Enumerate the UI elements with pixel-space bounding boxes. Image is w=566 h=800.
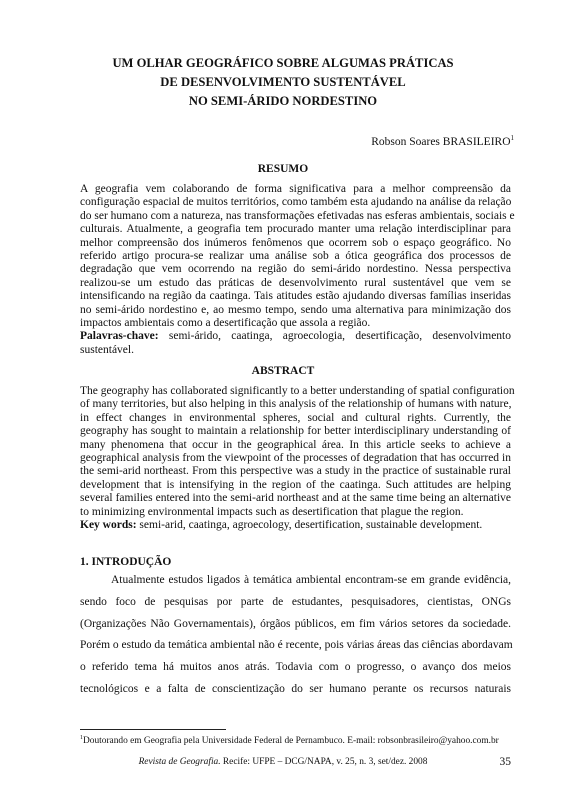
- resumo-line: referido artigo procura-se realizar uma análise sob a ótica geográfica dos processos de: [80, 250, 511, 263]
- resumo-heading: RESUMO: [257, 163, 309, 175]
- abstract-line: The geography has collaborated significantly to a better understanding of spatial configuration: [80, 385, 515, 397]
- resumo-line: A geografia vem colaborando de forma significativa para a melhor compreensão da: [80, 183, 511, 195]
- intro-line: tecnológicos e a falta de conscientização do ser humano perante os recursos naturais: [80, 682, 511, 695]
- resumo-keywords-cont: sustentável.: [80, 343, 134, 356]
- abstract-line: in effect changes in environmental spheres, social and cultural rights. Currently, the: [80, 411, 511, 424]
- resumo-line: culturais. Atualmente, a geografia tem procurado manter uma relação interdisciplinar para: [80, 223, 511, 236]
- page-number: 35: [499, 756, 511, 768]
- resumo-keywords: [80, 330, 511, 343]
- abstract-heading: ABSTRACT: [251, 365, 315, 377]
- title-line: NO SEMI-ÁRIDO NORDESTINO: [188, 94, 378, 108]
- author-line: [371, 134, 514, 148]
- abstract-line: geographical analysis from the viewpoint of the processes of degradation that has occurred in: [80, 452, 511, 465]
- intro-line: Atualmente estudos ligados à temática ambiental encontram-se em grande evidência,: [111, 574, 511, 586]
- intro-line: o referido tema há muitos anos atrás. Todavia com o progresso, o avanço dos meios: [80, 661, 511, 674]
- abstract-line: geography has sought to maintain a relationship for better interdisciplinary understanding of: [80, 425, 511, 438]
- author-footnote-mark: 1: [510, 134, 514, 142]
- footnote-divider: [80, 729, 226, 730]
- footnote: [80, 735, 499, 746]
- abstract-line: the semi-arid northeast. From this perspective was a study in the practice of sustainable rural: [80, 465, 511, 478]
- title-line: UM OLHAR GEOGRÁFICO SOBRE ALGUMAS PRÁTICAS: [112, 56, 454, 70]
- abstract-line: many phenomena that occur in the geographical área. In this article seeks to achieve a: [80, 438, 511, 451]
- resumo-line: configuração espacial de muitos territórios, como também esta ajudando na análise da relação: [80, 196, 512, 209]
- journal-name: Revista de Geografia.: [138, 757, 221, 767]
- keywords-label: Palavras-chave:: [80, 330, 159, 343]
- resumo-line: intensificando na região da caatinga. Tais atitudes estão ajudando diversas famílias inseridas: [80, 290, 511, 303]
- intro-line: sendo foco de pesquisas por parte de estudantes, pesquisadores, cientistas, ONGs: [80, 595, 511, 608]
- abstract-paragraph: [80, 385, 515, 532]
- intro-line: (Organizações Não Governamentais), órgãos públicos, em fim vários setores da sociedade.: [80, 617, 511, 630]
- abstract-keywords: [80, 519, 511, 532]
- keywords-text: semi-arid, caatinga, agroecology, desertification, sustainable development.: [139, 519, 483, 532]
- keywords-label: Key words:: [80, 519, 137, 532]
- paper-title: [0, 54, 566, 111]
- abstract-line: several families entered into the semi-arid northeast and at the same time being an alternative: [80, 492, 511, 505]
- keywords-text: semi-árido, caatinga, agroecologia, desertificação, desenvolvimento: [168, 330, 511, 343]
- intro-line: Porém o estudo da temática ambiental não é recente, pois várias áreas das ciências abordavam: [80, 639, 513, 652]
- intro-paragraph: [80, 570, 511, 701]
- resumo-line: do ser humano com a natureza, nas transformações efetivadas nas esferas ambientais, sociais e: [80, 209, 515, 222]
- author-name: Robson Soares BRASILEIRO: [371, 136, 511, 148]
- page-footer: [0, 757, 566, 767]
- section-heading: 1. INTRODUÇÃO: [80, 556, 172, 568]
- journal-details: Recife: UFPE – DCG/NAPA, v. 25, n. 3, set/dez. 2008: [222, 757, 428, 767]
- title-line: DE DESENVOLVIMENTO SUSTENTÁVEL: [160, 75, 406, 89]
- resumo-line: melhor compreensão dos inúmeros fenômenos que ocorrem sob o espaço geográfico. No: [80, 236, 511, 249]
- abstract-line: of many territories, but also helping in this analysis of the relationship of humans with nature,: [80, 398, 512, 411]
- resumo-paragraph: [80, 183, 515, 357]
- abstract-line: development that is intensifying in the region of the caatinga. Such attitudes are helping: [80, 478, 511, 491]
- resumo-line: degradação que vem ocorrendo na região do semi-árido nordestino. Nessa perspectiva: [80, 263, 511, 276]
- resumo-line: impactos ambientais como a desertificação que assola a região.: [80, 317, 371, 330]
- footnote-mark: 1: [80, 735, 83, 741]
- resumo-line: no semi-árido nordestino e, ao mesmo tempo, sendo uma alternativa para minimização dos: [80, 303, 511, 316]
- footnote-text: Doutorando em Geografia pela Universidade Federal de Pernambuco. E-mail: robsonbrasileiro@yahoo.com.br: [83, 736, 499, 746]
- abstract-line: to minimizing environmental impacts such as desertification that plague the region.: [80, 505, 464, 518]
- resumo-line: realizou-se um estudo das práticas de desenvolvimento rural sustentável que vem se: [80, 276, 511, 289]
